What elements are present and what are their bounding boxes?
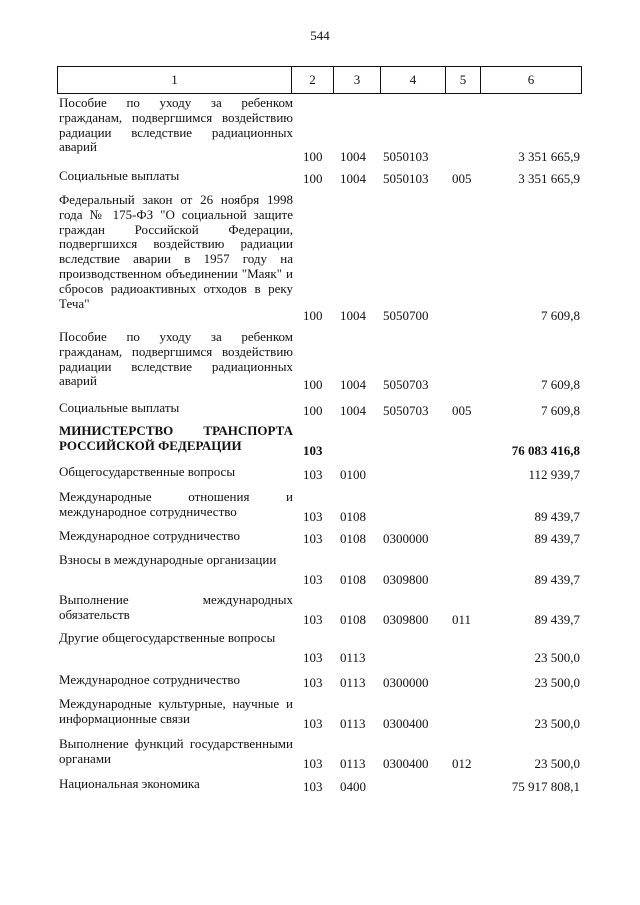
row-c3: 0113 [340,716,366,731]
row-c3: 1004 [340,171,366,186]
row-c6: 89 439,7 [534,531,580,546]
row-name: Федеральный закон от 26 ноября 1998 года № 175-ФЗ "О социальной защите граждан Российской Федерации, подвергшихся воздействию радиации вследствие аварии в 1957 году на производственном объединении "Маяк" и сбросов радиоактивных отходов в реку Теча" [59,192,293,311]
row-name: Международные отношения и международное сотрудничество [59,489,293,519]
row-c2: 103 [303,572,323,587]
table-row [57,529,582,546]
row-c6: 89 439,7 [534,612,580,627]
header-col-6: 6 [527,72,535,87]
row-c4: 5050703 [383,377,429,392]
table-row [57,96,582,164]
row-c3: 1004 [340,149,366,164]
row-c5: 012 [452,756,472,771]
row-c2: 103 [303,675,323,690]
table-row [57,697,582,731]
row-name: Национальная экономика [59,776,200,791]
row-c6: 3 351 665,9 [518,171,580,186]
table-header [57,66,582,94]
row-c5: 005 [452,403,472,418]
row-name: Выполнение международных обязательств [59,592,293,622]
table-row [57,553,582,587]
table-row [57,169,582,186]
row-c6: 75 917 808,1 [511,779,580,794]
row-c6: 112 939,7 [528,467,580,482]
row-c4: 0309800 [383,572,429,587]
row-c2: 103 [303,650,323,665]
table-row [57,193,582,323]
row-name: Взносы в международные организации [59,552,277,567]
row-name: Социальные выплаты [59,168,180,183]
row-c4: 5050103 [383,149,429,164]
header-col-5: 5 [459,72,467,87]
page-number: 544 [310,28,330,43]
row-c5: 011 [452,612,472,627]
row-c6: 23 500,0 [534,650,580,665]
row-c4: 0300400 [383,716,429,731]
row-c6: 7 609,8 [541,377,580,392]
row-name: Международные культурные, научные и информационные связи [59,696,293,726]
row-c6: 89 439,7 [534,572,580,587]
row-c2: 103 [303,612,323,627]
row-c2: 103 [303,509,323,524]
row-c3: 0108 [340,572,366,587]
row-name: Пособие по уходу за ребенком гражданам, подвергшимся воздействию радиации вследствие радиационных аварий [59,329,293,389]
row-c2: 103 [303,756,323,771]
row-c2: 103 [303,779,323,794]
header-col-4: 4 [409,72,417,87]
row-c3: 1004 [340,403,366,418]
row-c6: 3 351 665,9 [518,149,580,164]
table-row [57,631,582,665]
row-c5: 005 [452,171,472,186]
row-c6: 23 500,0 [534,716,580,731]
table-row [57,424,582,458]
row-c2: 100 [303,149,323,164]
row-c4: 5050103 [383,171,429,186]
row-c2: 100 [303,403,323,418]
table-row [57,465,582,482]
row-c3: 0113 [340,756,366,771]
row-c3: 1004 [340,377,366,392]
row-c6: 7 609,8 [541,308,580,323]
row-name: МИНИСТЕРСТВО ТРАНСПОРТА РОССИЙСКОЙ ФЕДЕРАЦИИ [59,423,293,453]
row-c3: 0108 [340,509,366,524]
row-c2: 100 [303,308,323,323]
row-c2: 100 [303,171,323,186]
row-name: Международное сотрудничество [59,528,240,543]
row-c3: 0100 [340,467,366,482]
row-c2: 100 [303,377,323,392]
table-row [57,490,582,524]
row-name: Пособие по уходу за ребенком гражданам, подвергшимся воздействию радиации вследствие радиационных аварий [59,95,293,155]
row-c4: 0309800 [383,612,429,627]
row-name: Выполнение функций государственными органами [59,736,293,766]
row-c3: 1004 [340,308,366,323]
table-row [57,401,582,418]
row-c6: 89 439,7 [534,509,580,524]
row-c4: 0300400 [383,756,429,771]
row-c6: 23 500,0 [534,756,580,771]
header-col-2: 2 [309,72,316,87]
row-c4: 5050700 [383,308,429,323]
row-c4: 5050703 [383,403,429,418]
row-name: Другие общегосударственные вопросы [59,630,276,645]
table-row [57,777,582,794]
header-col-3: 3 [353,72,361,87]
table-row [57,593,582,627]
row-c3: 0108 [340,531,366,546]
row-name: Международное сотрудничество [59,672,240,687]
row-c3: 0113 [340,650,366,665]
table-row [57,330,582,392]
row-c2: 103 [303,467,323,482]
row-c6: 7 609,8 [541,403,580,418]
header-col-1: 1 [171,72,178,87]
row-c3: 0400 [340,779,366,794]
row-name: Социальные выплаты [59,400,180,415]
row-c4: 0300000 [383,531,429,546]
row-name: Общегосударственные вопросы [59,464,236,479]
row-c6: 76 083 416,8 [511,443,580,458]
row-c2: 103 [303,443,323,458]
table-row [57,673,582,690]
row-c4: 0300000 [383,675,429,690]
row-c2: 103 [303,531,323,546]
row-c2: 103 [303,716,323,731]
row-c3: 0113 [340,675,366,690]
row-c3: 0108 [340,612,366,627]
table-row [57,737,582,771]
row-c6: 23 500,0 [534,675,580,690]
